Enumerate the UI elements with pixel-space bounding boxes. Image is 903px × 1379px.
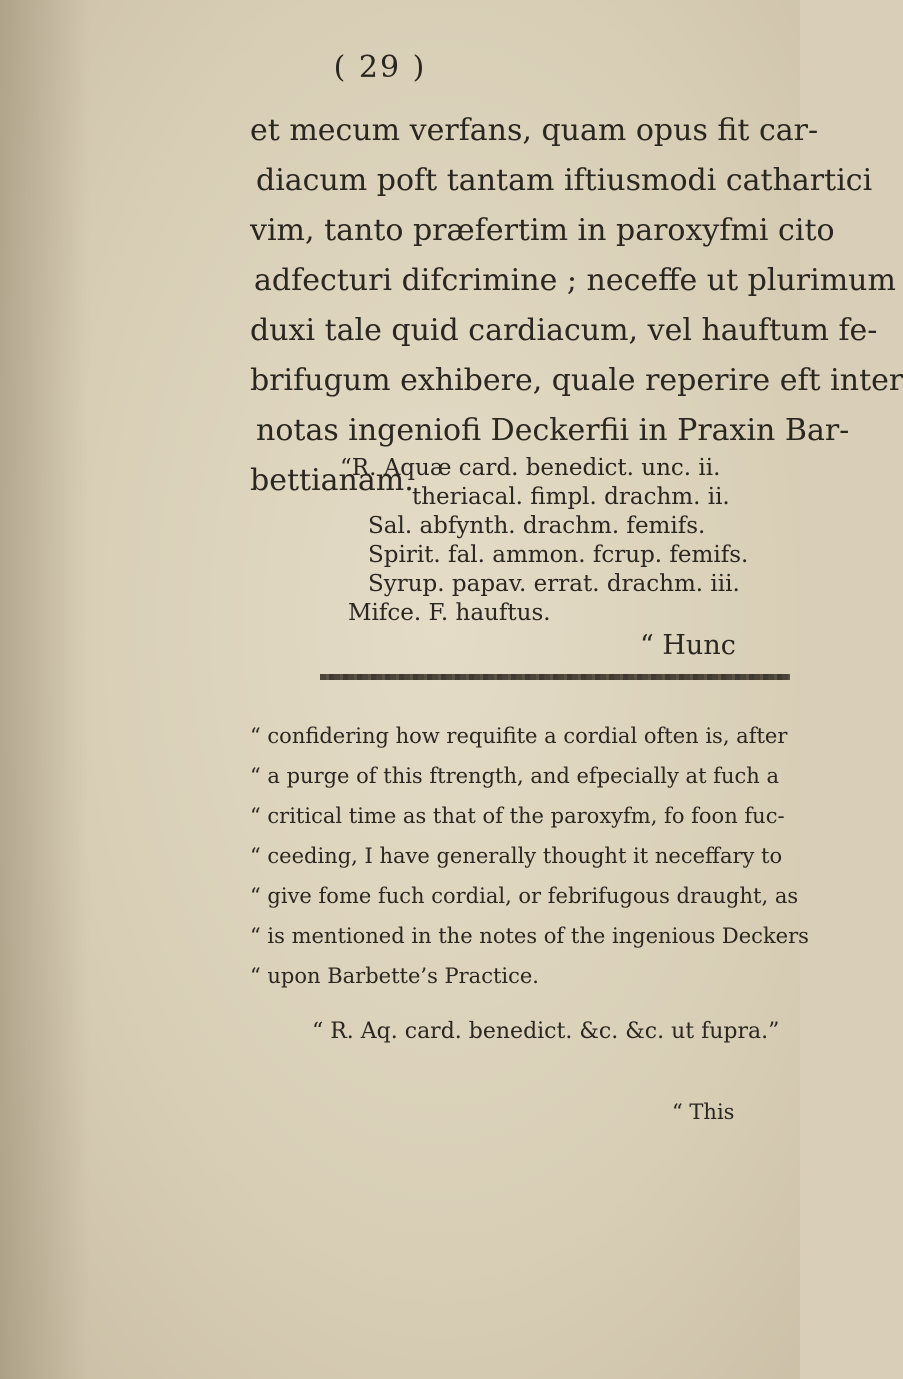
latin-line: diacum poft tantam iftiusmodi cathartici xyxy=(256,163,873,198)
english-line: “ ceeding, I have generally thought it neceffary to xyxy=(250,844,783,868)
recipe-line: Spirit. fal. ammon. fcrup. femifs. xyxy=(368,542,749,568)
recipe-line: “R. Aquæ card. benedict. unc. ii. xyxy=(340,455,721,481)
latin-line: bettianam. xyxy=(250,463,414,498)
latin-line: brifugum exhibere, quale reperire eft inter xyxy=(250,363,903,398)
latin-line: et mecum verfans, quam opus fit car- xyxy=(250,113,819,148)
english-line: “ critical time as that of the paroxyfm, fo foon fuc- xyxy=(250,804,785,828)
catchword-bottom: “ This xyxy=(672,1100,735,1124)
recipe-line: Sal. abfynth. drachm. femifs. xyxy=(368,513,706,539)
recipe-line: theriacal. fimpl. drachm. ii. xyxy=(412,484,730,510)
latin-line: notas ingeniofi Deckerfii in Praxin Bar- xyxy=(256,413,850,448)
page-number: ( 29 ) xyxy=(333,50,427,85)
latin-line: adfecturi difcrimine ; neceffe ut plurimum xyxy=(254,263,896,298)
english-line: “ is mentioned in the notes of the ingenious Deckers xyxy=(250,924,809,948)
catchword-top: “ Hunc xyxy=(640,630,736,661)
section-rule xyxy=(320,674,790,680)
english-line: “ a purge of this ftrength, and efpecially at fuch a xyxy=(250,764,779,788)
english-line: “ give fome fuch cordial, or febrifugous draught, as xyxy=(250,884,799,908)
latin-line: vim, tanto præfertim in paroxyfmi cito xyxy=(250,213,835,248)
english-line: “ confidering how requifite a cordial often is, after xyxy=(250,724,788,748)
recipe-line: Syrup. papav. errat. drachm. iii. xyxy=(368,571,740,597)
latin-paragraph xyxy=(250,106,903,506)
english-paragraph xyxy=(250,716,809,996)
page-edge-shadow xyxy=(0,0,90,1379)
recipe-line: Mifce. F. hauftus. xyxy=(348,600,551,626)
recipe-reference: “ R. Aq. card. benedict. &c. &c. ut fupra.” xyxy=(312,1019,780,1044)
english-line: “ upon Barbette’s Practice. xyxy=(250,964,539,988)
recipe-block xyxy=(340,454,780,628)
latin-line: duxi tale quid cardiacum, vel hauftum fe- xyxy=(250,313,878,348)
